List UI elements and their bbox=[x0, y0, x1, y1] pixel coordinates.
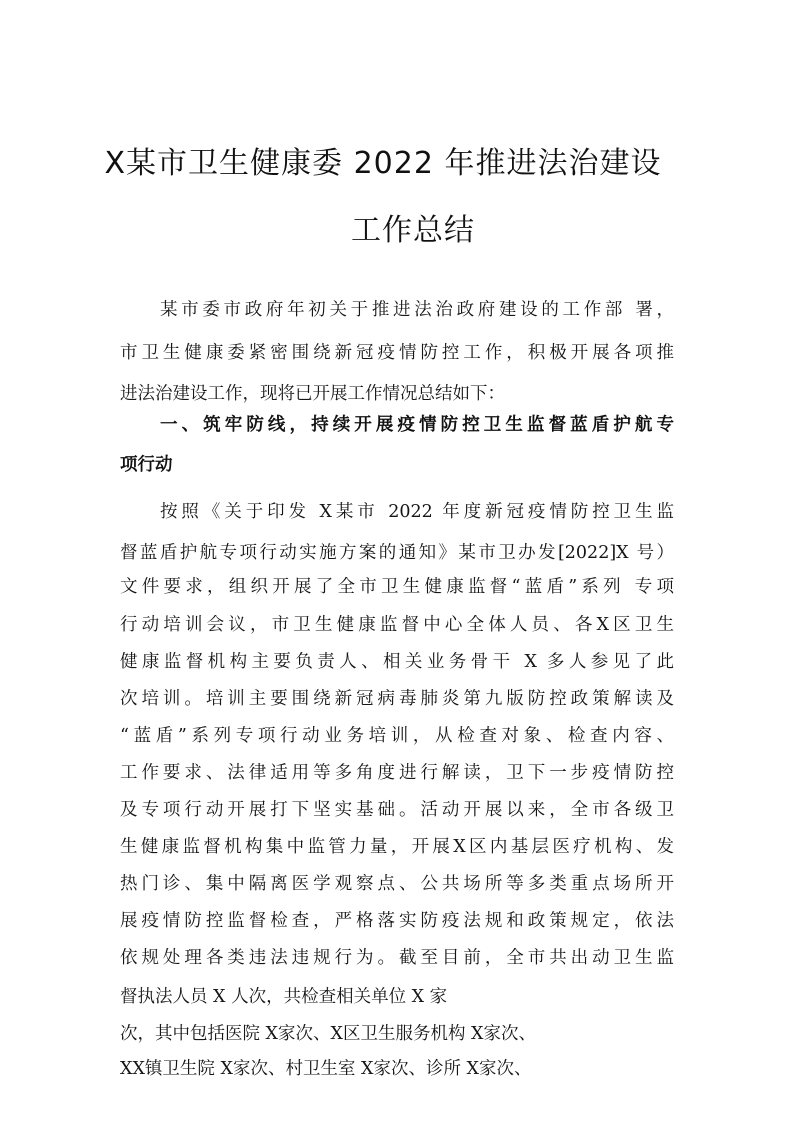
body-line: 督执法人员 X 人次，共检查相关单位 X 家 bbox=[120, 987, 448, 1007]
body-line: 次，其中包括医院 X家次、X区卫生服务机构 X家次、 bbox=[120, 1024, 536, 1044]
body-line: 文件要求，组织开展了全市卫生健康监督“蓝盾”系列 专项 bbox=[120, 577, 674, 597]
body-line: 生健康监督机构集中监管力量，开展X区内基层医疗机构、发 bbox=[120, 837, 674, 857]
body-line: 及专项行动开展打下坚实基础。活动开展以来，全市各级卫 bbox=[120, 800, 674, 820]
body-line: 按照《关于印发 X某市 2022 年度新冠疫情防控卫生监 bbox=[160, 502, 674, 522]
section-heading-line: 一、筑牢防线，持续开展疫情防控卫生监督蓝盾护航专 bbox=[160, 415, 674, 435]
body-line: 健康监督机构主要负责人、相关业务骨干 X 多人参见了此 bbox=[120, 652, 674, 672]
intro-line: 进法治建设工作，现将已开展工作情况总结如下： bbox=[120, 384, 505, 404]
document-title-line-2: 工作总结 bbox=[351, 213, 475, 248]
body-line: 工作要求、法律适用等多角度进行解读，卫下一步疫情防控 bbox=[120, 763, 674, 783]
document-title-line-1: X某市卫生健康委 2022 年推进法治建设 bbox=[104, 146, 662, 181]
body-line: 督蓝盾护航专项行动实施方案的通知》某市卫办发[2022]X 号） bbox=[120, 543, 674, 563]
body-line: 次培训。培训主要围绕新冠病毒肺炎第九版防控政策解读及 bbox=[120, 689, 674, 709]
body-line: 展疫情防控监督检查，严格落实防疫法规和政策规定，依法 bbox=[120, 911, 674, 931]
body-line: 行动培训会议，市卫生健康监督中心全体人员、各X区卫生 bbox=[120, 615, 674, 635]
body-line: XX镇卫生院 X家次、村卫生室 X家次、诊所 X家次、 bbox=[120, 1059, 532, 1079]
body-line: 热门诊、集中隔离医学观察点、公共场所等多类重点场所开 bbox=[120, 874, 674, 894]
body-line: 依规处理各类违法违规行为。截至目前，全市共出动卫生监 bbox=[120, 948, 674, 968]
body-line: “蓝盾”系列专项行动业务培训，从检查对象、检查内容、 bbox=[120, 726, 674, 746]
section-heading-line: 项行动 bbox=[120, 455, 173, 475]
intro-line: 市卫生健康委紧密围绕新冠疫情防控工作，积极开展各项推 bbox=[120, 343, 674, 363]
intro-line: 某市委市政府年初关于推进法治政府建设的工作部 署， bbox=[160, 300, 674, 320]
